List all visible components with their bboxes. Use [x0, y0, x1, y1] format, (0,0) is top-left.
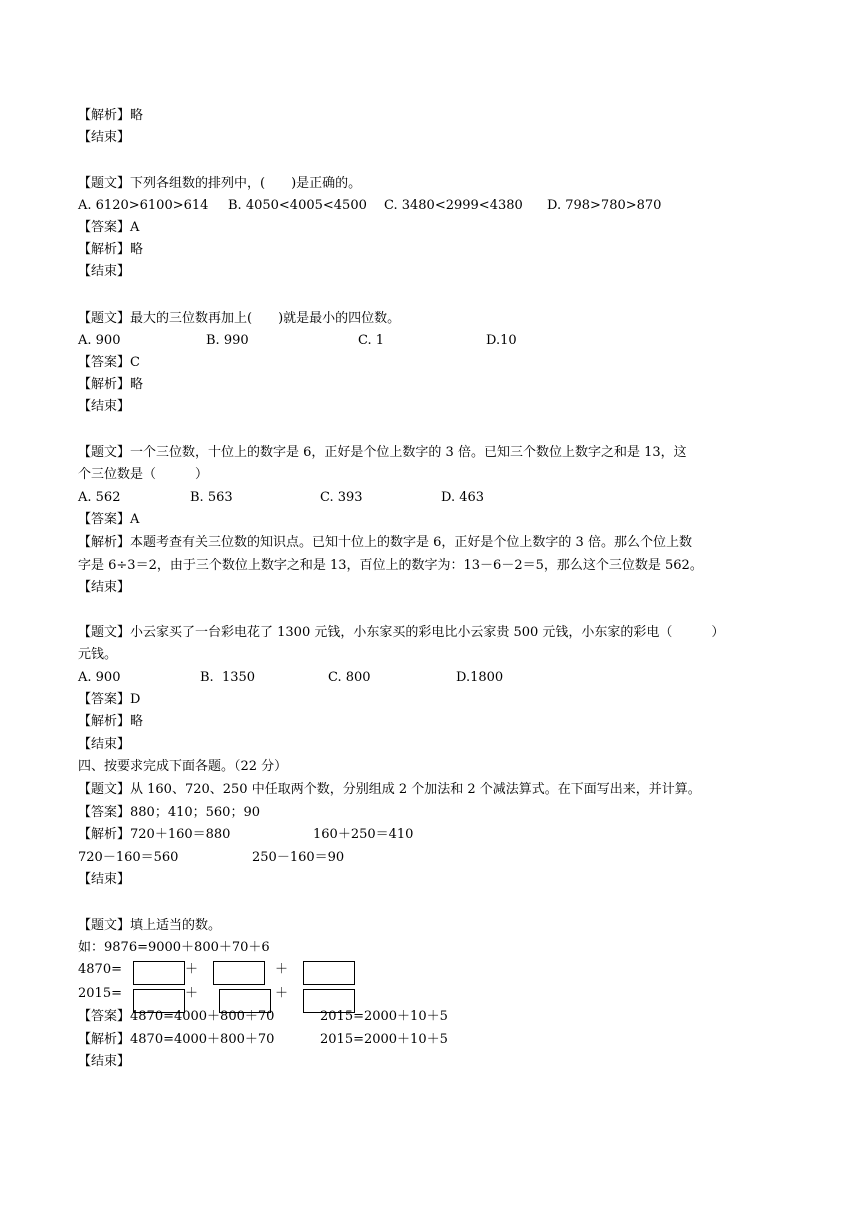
q1-option-b: B. 4050<4005<4500: [228, 198, 367, 213]
q6-stem: 【题文】填上适当的数。: [78, 918, 222, 933]
q6-row1-box-1[interactable]: [133, 961, 185, 985]
q1-end: 【结束】: [78, 264, 131, 279]
q3-end: 【结束】: [78, 580, 131, 595]
q4-analysis: 【解析】略: [78, 714, 144, 729]
section-heading: 四、按要求完成下面各题。（22 分）: [78, 759, 288, 774]
q2-option-c: C. 1: [358, 333, 385, 348]
q2-stem: 【题文】最大的三位数再加上( )就是最小的四位数。: [78, 311, 401, 326]
q6-end: 【结束】: [78, 1054, 131, 1069]
q5-analysis-b: 160＋250＝410: [313, 827, 414, 842]
q6-analysis-a: 【解析】4870=4000＋800＋70: [78, 1032, 275, 1047]
q3-option-c: C. 393: [320, 490, 363, 505]
q2-end: 【结束】: [78, 399, 131, 414]
q3-stem-line1: 【题文】一个三位数，十位上的数字是 6，正好是个位上数字的 3 倍。已知三个数位上数字之和是 13，这: [78, 445, 687, 460]
q6-example: 如：9876=9000＋800＋70＋6: [78, 940, 270, 955]
q4-stem-line2: 元钱。: [78, 647, 118, 662]
q6-answer-b: 2015=2000＋10＋5: [320, 1009, 448, 1024]
prev-analysis: 【解析】略: [78, 108, 144, 123]
q3-stem-line2: 个三位数是（ ）: [78, 467, 209, 482]
q3-analysis-line1: 【解析】本题考查有关三位数的知识点。已知十位上的数字是 6，正好是个位上数字的 3 倍。那么个位上数: [78, 535, 692, 550]
q3-option-b: B. 563: [190, 490, 233, 505]
q3-answer: 【答案】A: [78, 512, 140, 527]
q5-line2-a: 720－160＝560: [78, 850, 179, 865]
q6-analysis-b: 2015=2000＋10＋5: [320, 1032, 448, 1047]
q6-row2-plus-2: ＋: [275, 986, 289, 1001]
q4-option-b: B. 1350: [200, 670, 256, 685]
q2-option-a: A. 900: [78, 333, 121, 348]
q6-row1-box-2[interactable]: [213, 961, 265, 985]
q2-analysis: 【解析】略: [78, 377, 144, 392]
q6-row1-label: 4870=: [78, 962, 122, 977]
q6-row1-box-3[interactable]: [303, 961, 355, 985]
q6-row1-plus-2: ＋: [275, 962, 289, 977]
q1-analysis: 【解析】略: [78, 242, 144, 257]
q1-answer: 【答案】A: [78, 220, 140, 235]
q4-stem-line1: 【题文】小云家买了一台彩电花了 1300 元钱，小东家买的彩电比小云家贵 500 元钱，小东家的彩电（ ）: [78, 625, 725, 640]
q5-line2-b: 250－160＝90: [252, 850, 345, 865]
q1-stem: 【题文】下列各组数的排列中，( )是正确的。: [78, 176, 362, 191]
q5-stem: 【题文】从 160、720、250 中任取两个数，分别组成 2 个加法和 2 个减法算式。在下面写出来，并计算。: [78, 782, 701, 797]
q6-row2-plus-1: ＋: [185, 986, 199, 1001]
q3-option-a: A. 562: [78, 490, 121, 505]
q1-option-a: A. 6120>6100>614: [78, 198, 209, 213]
q4-option-c: C. 800: [328, 670, 371, 685]
q3-option-d: D. 463: [441, 490, 485, 505]
q6-row1-plus-1: ＋: [185, 962, 199, 977]
q3-analysis-line2: 字是 6÷3＝2，由于三个数位上数字之和是 13，百位上的数字为：13－6－2＝5，那么这个三位数是 562。: [78, 558, 703, 573]
q6-row2-box-2[interactable]: [219, 989, 271, 1013]
q4-end: 【结束】: [78, 737, 131, 752]
q4-option-d: D.1800: [456, 670, 504, 685]
q2-answer: 【答案】C: [78, 355, 140, 370]
q4-answer: 【答案】D: [78, 692, 141, 707]
q1-option-c: C. 3480<2999<4380: [384, 198, 523, 213]
q6-row2-box-1[interactable]: [133, 989, 185, 1013]
q6-row2-box-3[interactable]: [303, 989, 355, 1013]
q4-option-a: A. 900: [78, 670, 121, 685]
prev-end: 【结束】: [78, 130, 131, 145]
q5-answer: 【答案】880；410；560；90: [78, 805, 260, 820]
q5-end: 【结束】: [78, 872, 131, 887]
q2-option-b: B. 990: [206, 333, 249, 348]
q6-row2-label: 2015=: [78, 986, 122, 1001]
q6-answer-a: 【答案】4870=4000＋800＋70: [78, 1009, 275, 1024]
q1-option-d: D. 798>780>870: [547, 198, 662, 213]
q5-analysis-a: 【解析】720＋160＝880: [78, 827, 231, 842]
q2-option-d: D.10: [486, 333, 517, 348]
